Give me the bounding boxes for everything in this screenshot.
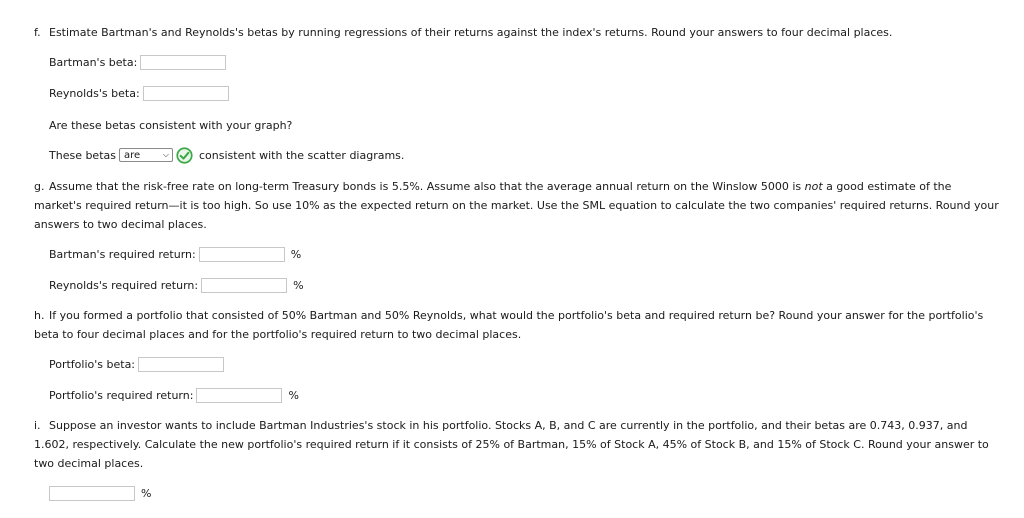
chevron-down-icon: ⌵ bbox=[162, 150, 169, 159]
reynolds-required-return-row bbox=[49, 276, 304, 294]
bartman-beta-input[interactable] bbox=[140, 55, 226, 70]
question-g-text-1: Assume that the risk-free rate on long-term Treasury bonds is 5.5%. Assume also that the average annual return on the Winslow 5000 is bbox=[49, 180, 805, 193]
portfolio-beta-row bbox=[49, 355, 224, 373]
checkmark-correct-icon bbox=[176, 147, 193, 164]
question-g-letter: g. bbox=[34, 180, 45, 193]
reynolds-required-return-label: Reynolds's required return: bbox=[49, 278, 199, 292]
bartman-beta-row bbox=[49, 53, 226, 71]
reynolds-beta-label: Reynolds's beta: bbox=[49, 86, 140, 100]
percent-sign: % bbox=[288, 388, 299, 402]
portfolio-required-return-label: Portfolio's required return: bbox=[49, 388, 194, 402]
bartman-required-return-input[interactable] bbox=[199, 247, 285, 262]
bartman-beta-label: Bartman's beta: bbox=[49, 55, 138, 69]
reynolds-required-return-input[interactable] bbox=[201, 278, 287, 293]
question-i-letter: i. bbox=[34, 419, 41, 432]
new-portfolio-return-input[interactable] bbox=[49, 486, 135, 501]
question-f-letter: f. bbox=[34, 26, 41, 39]
consistency-question-row bbox=[49, 116, 292, 134]
select-value: are bbox=[124, 149, 141, 161]
question-i-text: Suppose an investor wants to include Bartman Industries's stock in his portfolio. Stocks A, B, and C are currently in the portfolio, and their betas are 0.743, 0.937, and 1.602, respectively. Calculate the new portfolio's required return if it consists of 25% of Bartman, 15% of Stock A, 45% of Stock B, and 15% of Stock C. Round your answer to two decimal places. bbox=[34, 419, 989, 470]
bartman-required-return-label: Bartman's required return: bbox=[49, 247, 196, 261]
betas-consistency-select[interactable] bbox=[119, 148, 173, 162]
consistency-suffix: consistent with the scatter diagrams. bbox=[199, 148, 405, 162]
percent-sign: % bbox=[290, 247, 302, 261]
reynolds-beta-row bbox=[49, 84, 229, 102]
consistency-question: Are these betas consistent with your graph? bbox=[49, 118, 293, 132]
these-betas-row bbox=[49, 146, 404, 164]
portfolio-beta-input[interactable] bbox=[138, 357, 224, 372]
percent-sign: % bbox=[141, 486, 152, 500]
question-g-emphasis: not bbox=[804, 180, 823, 193]
question-g bbox=[34, 177, 1000, 234]
question-f-text: Estimate Bartman's and Reynolds's betas by running regressions of their returns against the index's returns. Round your answers to four decimal places. bbox=[49, 26, 893, 39]
question-h bbox=[34, 306, 1000, 344]
question-g-text-2: a good estimate of the market's required return—it is too high. So use 10% as the expected return on the market. Use the SML equation to calculate the two companies' required returns. Round your answers to two decimal places. bbox=[34, 180, 999, 231]
portfolio-required-return-input[interactable] bbox=[196, 388, 282, 403]
percent-sign: % bbox=[293, 278, 304, 292]
question-h-letter: h. bbox=[34, 309, 45, 322]
new-portfolio-return-row bbox=[49, 484, 151, 502]
portfolio-beta-label: Portfolio's beta: bbox=[49, 357, 136, 371]
question-i bbox=[34, 416, 1000, 473]
question-h-text: If you formed a portfolio that consisted of 50% Bartman and 50% Reynolds, what would the portfolio's beta and required return be? Round your answer for the portfolio's beta to four decimal places and for the portfolio's required return to two decimal places. bbox=[34, 309, 984, 341]
bartman-required-return-row bbox=[49, 245, 301, 263]
these-betas-prefix: These betas bbox=[49, 148, 116, 162]
reynolds-beta-input[interactable] bbox=[143, 86, 229, 101]
portfolio-required-return-row bbox=[49, 386, 299, 404]
question-f bbox=[34, 23, 1000, 42]
